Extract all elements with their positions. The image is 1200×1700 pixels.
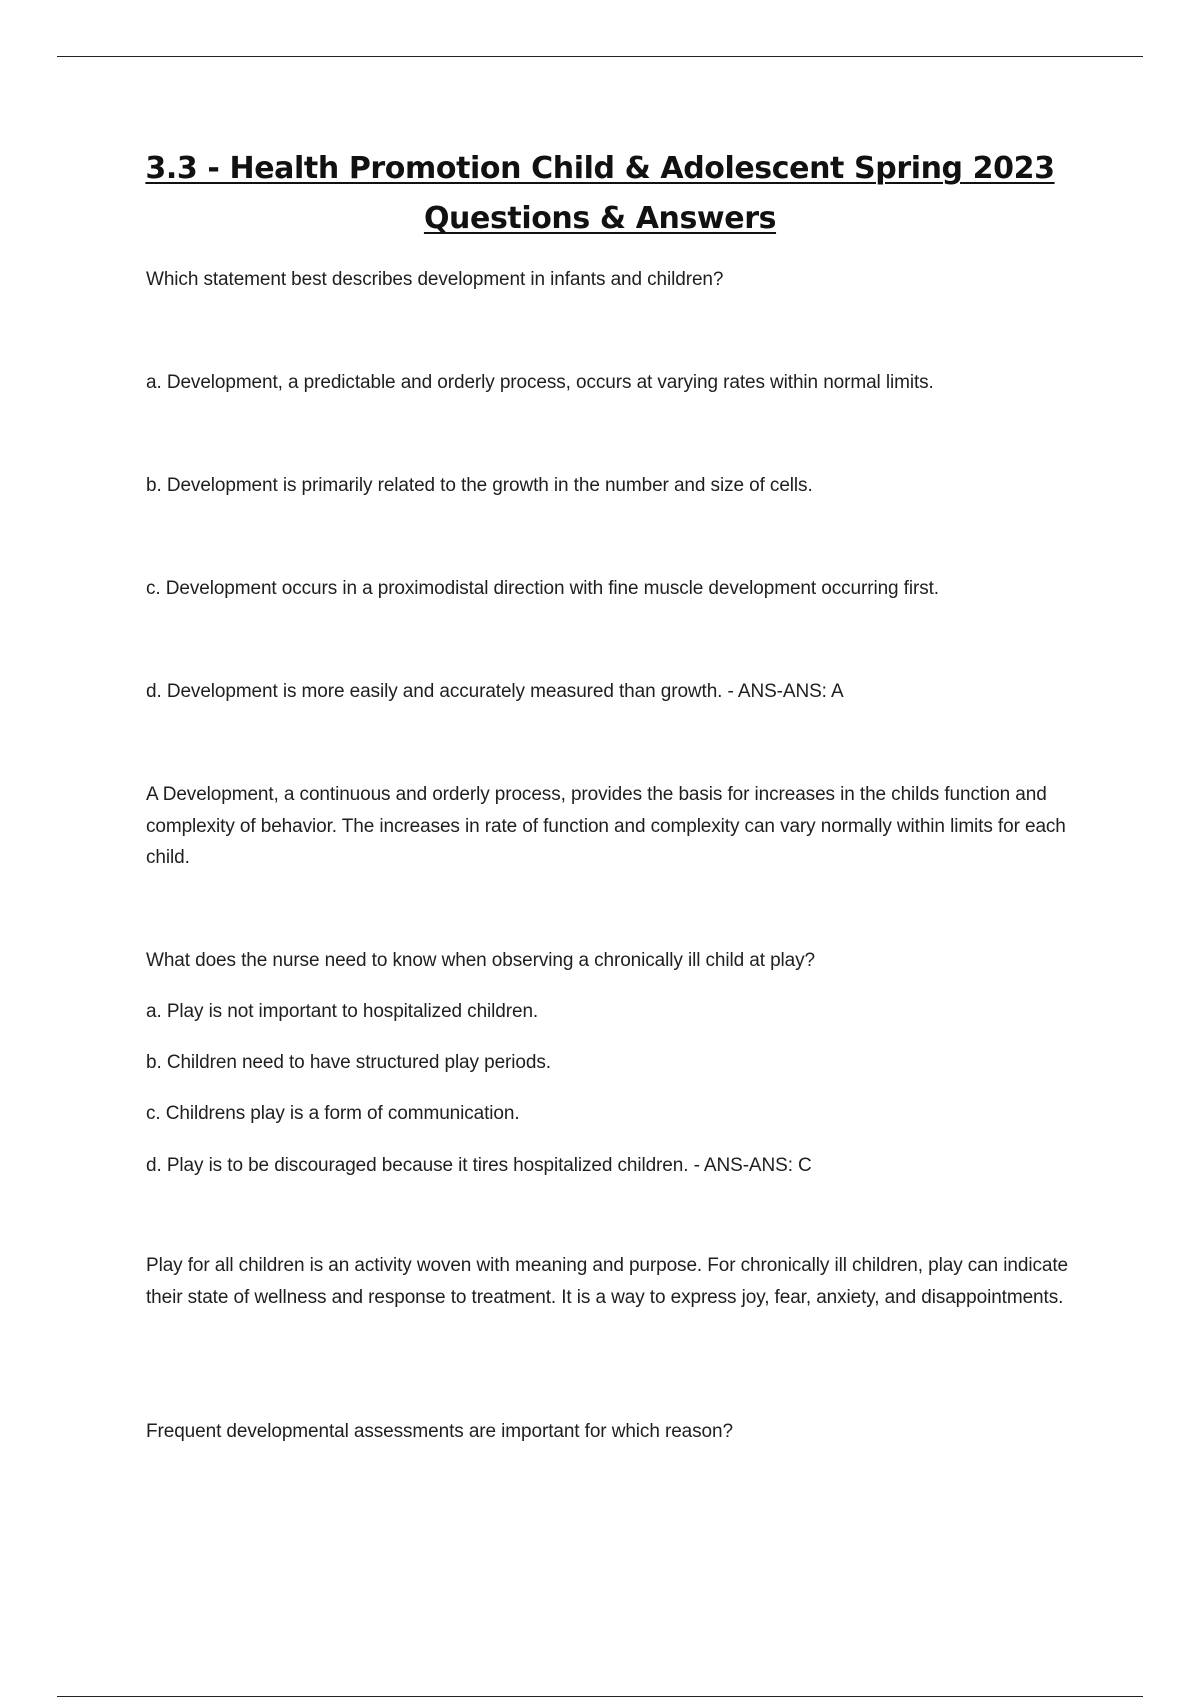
q1-option-d: d. Development is more easily and accurately measured than growth. - ANS-ANS: A	[146, 681, 844, 702]
q2-option-b: b. Children need to have structured play periods.	[146, 1052, 551, 1073]
q3-question: Frequent developmental assessments are important for which reason?	[146, 1421, 733, 1442]
q2-option-d: d. Play is to be discouraged because it tires hospitalized children. - ANS-ANS: C	[146, 1155, 812, 1176]
title-line-2: Questions & Answers	[423, 201, 777, 236]
q1-option-b: b. Development is primarily related to the growth in the number and size of cells.	[146, 475, 813, 496]
title-line-1: 3.3 - Health Promotion Child & Adolescent Spring 2023	[145, 151, 1055, 186]
q1-option-c: c. Development occurs in a proximodistal direction with fine muscle development occurring first.	[146, 578, 939, 599]
q1-option-a: a. Development, a predictable and orderly process, occurs at varying rates within normal limits.	[146, 372, 934, 393]
q2-option-a: a. Play is not important to hospitalized children.	[146, 1001, 539, 1022]
q2-option-c: c. Childrens play is a form of communication.	[146, 1103, 520, 1124]
document-subtitle	[0, 194, 1200, 244]
top-divider	[57, 56, 1143, 57]
q2-question: What does the nurse need to know when observing a chronically ill child at play?	[146, 950, 815, 971]
q1-question: Which statement best describes development in infants and children?	[146, 269, 724, 290]
q1-rationale: A Development, a continuous and orderly process, provides the basis for increases in the childs function and complexity of behavior. The increases in rate of function and complexity can vary normally within limits for each child.	[146, 784, 1066, 868]
document-title	[0, 144, 1200, 194]
bottom-divider	[57, 1696, 1143, 1697]
q2-rationale: Play for all children is an activity woven with meaning and purpose. For chronically ill children, play can indicate their state of wellness and response to treatment. It is a way to express joy, fear, anxiety, and disappointments.	[146, 1255, 1068, 1308]
